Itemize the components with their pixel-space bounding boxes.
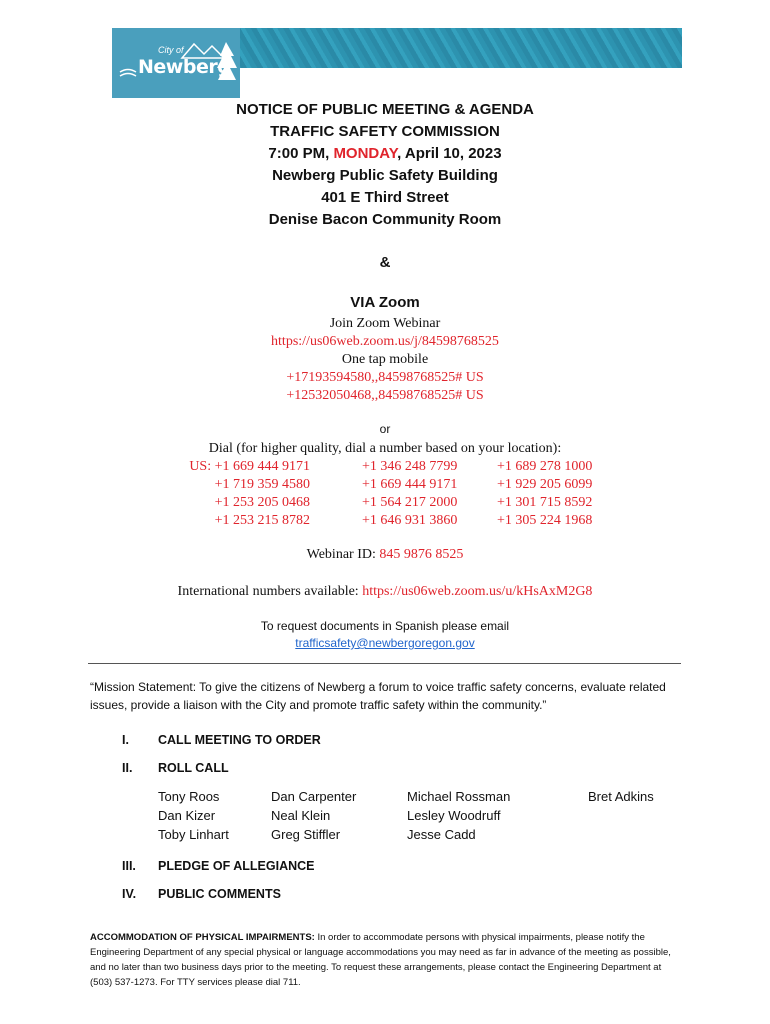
- meeting-room: Denise Bacon Community Room: [268, 211, 502, 228]
- dial-number: +1 253 215 8782: [214, 513, 310, 528]
- join-webinar-url[interactable]: https://us06web.zoom.us/j/84598768525: [271, 334, 499, 349]
- dial-column-3: [497, 458, 592, 530]
- meeting-building: Newberg Public Safety Building: [272, 167, 498, 184]
- commission-title: TRAFFIC SAFETY COMMISSION: [270, 123, 500, 140]
- spanish-email-link[interactable]: trafficsafety@newbergoregon.gov: [295, 636, 475, 650]
- agenda-number-3: III.: [122, 859, 136, 873]
- accommodation-notice: [90, 930, 684, 990]
- via-zoom: VIA Zoom: [350, 294, 420, 311]
- day-text: MONDAY: [333, 145, 398, 162]
- one-tap-number-2[interactable]: +12532050468,,84598768525# US: [286, 388, 484, 403]
- member-name: Michael Rossman: [407, 789, 511, 804]
- dial-column-2: [362, 458, 457, 530]
- time-text: 7:00 PM,: [268, 145, 334, 162]
- one-tap-label: One tap mobile: [341, 352, 429, 367]
- member-name: Dan Carpenter: [271, 789, 357, 804]
- roll-call-column-1: [158, 787, 229, 844]
- one-tap-number-1[interactable]: +17193594580,,84598768525# US: [286, 370, 484, 385]
- mission-statement: “Mission Statement: To give the citizens of Newberg a forum to voice traffic safety concerns, evaluate related issues, provide a liaison with the City and promote traffic safety within the community.”: [90, 680, 666, 712]
- logo-city-text: City of: [158, 45, 184, 55]
- member-name: Greg Stiffler: [271, 827, 341, 842]
- international-numbers: [0, 583, 770, 601]
- meeting-datetime: [0, 143, 770, 165]
- agenda-number-4: IV.: [122, 887, 137, 901]
- dial-label: Dial (for higher quality, dial a number based on your location):: [208, 441, 562, 456]
- dial-number: +1 346 248 7799: [362, 459, 458, 474]
- spanish-request-text: To request documents in Spanish please email: [260, 619, 510, 633]
- agenda-title-4: PUBLIC COMMENTS: [158, 887, 281, 901]
- agenda-title-1: CALL MEETING TO ORDER: [158, 733, 321, 747]
- dial-number: +1 689 278 1000: [497, 459, 593, 474]
- dial-number: +1 669 444 9171: [362, 477, 458, 492]
- dial-number: +1 305 224 1968: [497, 513, 593, 528]
- dial-number: +1 301 715 8592: [497, 495, 593, 510]
- meeting-address: 401 E Third Street: [321, 189, 449, 206]
- member-name: Lesley Woodruff: [407, 808, 501, 823]
- roll-call-column-4: [588, 787, 654, 806]
- roll-call-column-3: [407, 787, 510, 844]
- member-name: Tony Roos: [158, 789, 220, 804]
- agenda-number-1: I.: [122, 733, 129, 747]
- newberg-logo: [112, 28, 240, 98]
- spanish-email-row: [0, 636, 770, 650]
- member-name: Neal Klein: [271, 808, 331, 823]
- dial-number: +1 564 217 2000: [362, 495, 458, 510]
- dial-column-1: [180, 458, 310, 530]
- accommodation-heading: ACCOMMODATION OF PHYSICAL IMPAIRMENTS:: [90, 932, 315, 943]
- dial-number: +1 253 205 0468: [214, 495, 310, 510]
- international-url[interactable]: https://us06web.zoom.us/u/kHsAxM2G8: [362, 584, 593, 599]
- notice-title: NOTICE OF PUBLIC MEETING & AGENDA: [236, 101, 534, 118]
- agenda-title-2: ROLL CALL: [158, 761, 229, 775]
- dial-number: +1 646 931 3860: [362, 513, 458, 528]
- dial-number: US: +1 669 444 9171: [189, 459, 310, 474]
- date-text: , April 10, 2023: [397, 145, 502, 162]
- international-label: International numbers available:: [177, 584, 363, 599]
- member-name: Jesse Cadd: [407, 827, 476, 842]
- member-name: Dan Kizer: [158, 808, 216, 823]
- join-webinar-label: Join Zoom Webinar: [329, 316, 441, 331]
- agenda-title-3: PLEDGE OF ALLEGIANCE: [158, 859, 315, 873]
- accommodation-text: In order to accommodate persons with physical impairments, please notify the Engineering Department of any special physical or language accommodations you may need as far in advance of the meeting as possible, and no later than two business days prior to the meeting. To request these arrangements, please contact the Engineering Department at (503) 537-1273. For TTY services please dial 711.: [90, 932, 671, 988]
- member-name: Bret Adkins: [588, 789, 654, 804]
- divider: [88, 663, 681, 664]
- or-text: or: [379, 422, 391, 436]
- webinar-id-label: Webinar ID:: [306, 547, 380, 562]
- roll-call-column-2: [271, 787, 356, 844]
- member-name: Toby Linhart: [158, 827, 229, 842]
- webinar-id-value: 845 9876 8525: [379, 547, 464, 562]
- dial-number: +1 929 205 6099: [497, 477, 593, 492]
- agenda-number-2: II.: [122, 761, 133, 775]
- dial-number: +1 719 359 4580: [214, 477, 310, 492]
- logo-name-text: Newberg: [138, 56, 231, 78]
- ampersand: &: [379, 254, 391, 271]
- webinar-id: [0, 546, 770, 564]
